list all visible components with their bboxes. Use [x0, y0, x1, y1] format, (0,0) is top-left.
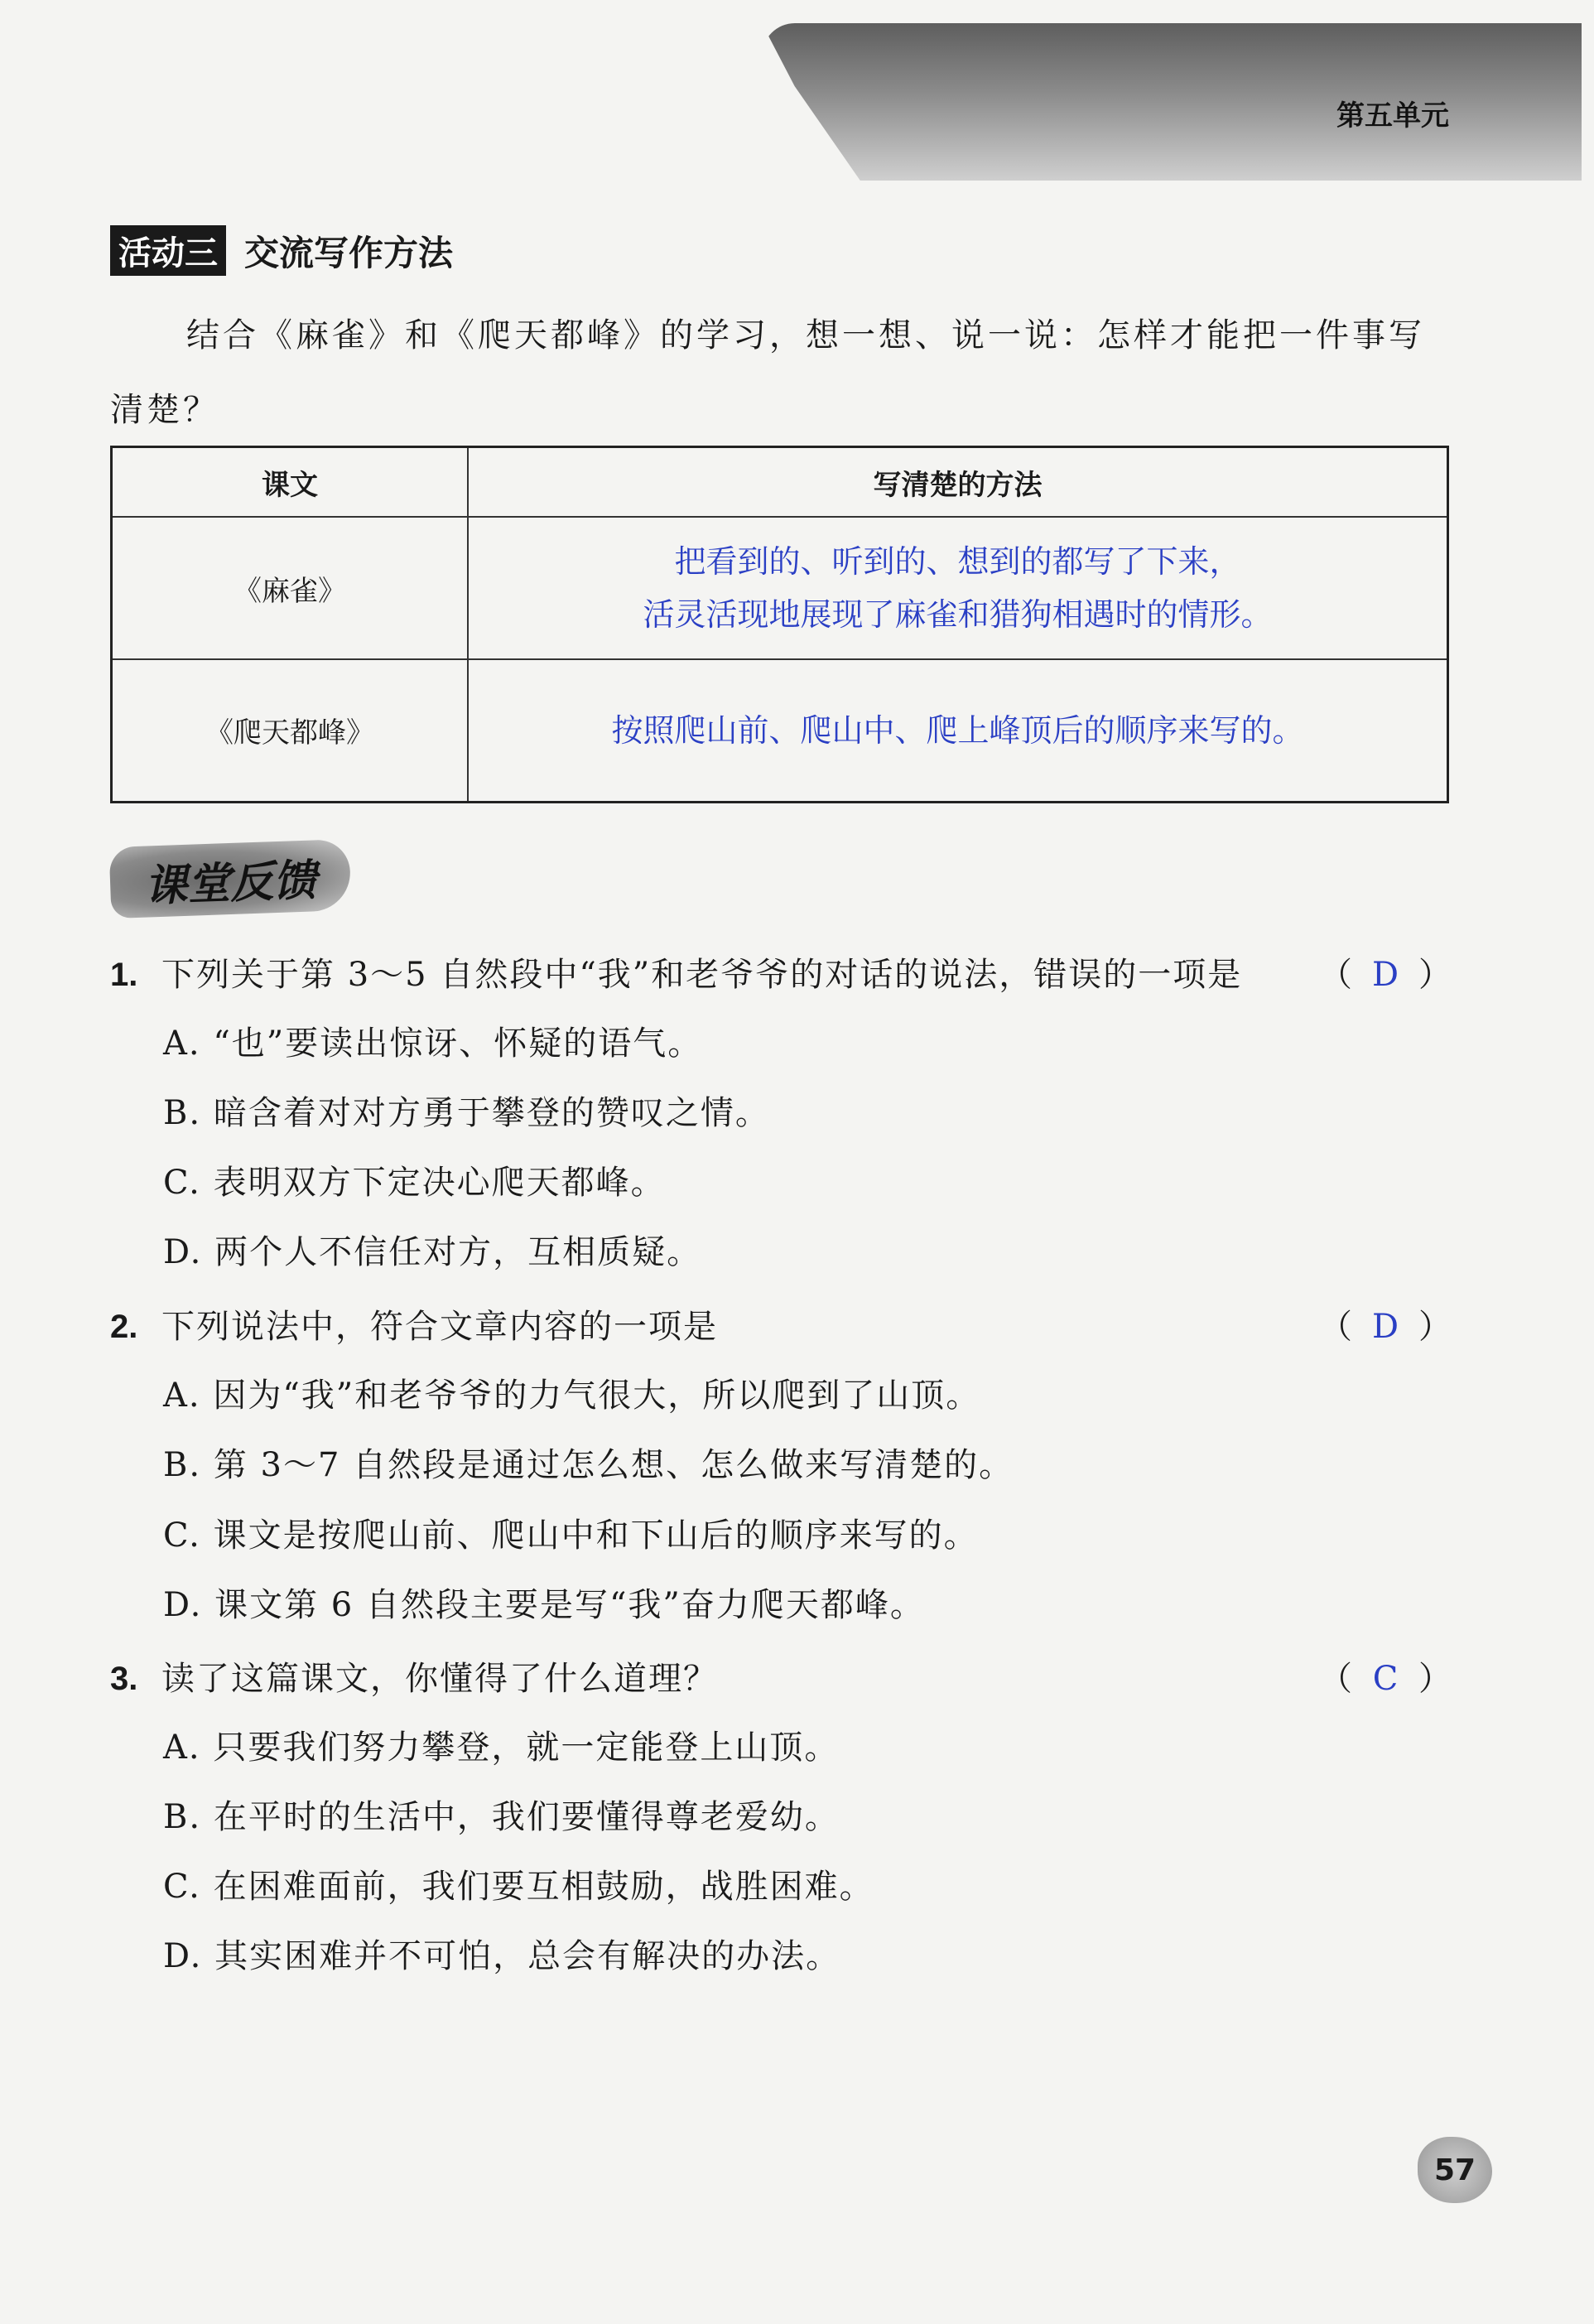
paren-close: ） [1418, 1308, 1452, 1346]
option: C. 表明双方下定决心爬天都峰。 [163, 1164, 666, 1202]
option: C. 在困难面前，我们要互相鼓励，战胜困难。 [163, 1868, 874, 1906]
paren-open: （ [1319, 1660, 1352, 1698]
paren-close: ） [1418, 956, 1452, 994]
question-number: 1. [110, 957, 138, 993]
answer-value: D [1371, 1308, 1399, 1346]
question-number: 2. [110, 1309, 138, 1345]
method-line: 活灵活现地展现了麻雀和猎狗相遇时的情形。 [643, 596, 1273, 633]
table-header-row [112, 447, 1448, 518]
section-badge [109, 839, 352, 919]
activity-heading [110, 225, 453, 276]
question-stem: 下列说法中，符合文章内容的一项是 [161, 1308, 718, 1346]
table-cell-text: 《麻雀》 [112, 517, 469, 659]
paren-open: （ [1319, 1308, 1352, 1346]
table-cell-text: 《爬天都峰》 [112, 659, 469, 802]
question-number: 3. [110, 1661, 138, 1697]
section-title: 课堂反馈 [143, 855, 318, 912]
question-3 [110, 1652, 1452, 1700]
method-line: 把看到的、听到的、想到的都写了下来， [674, 543, 1241, 580]
answer-blank [1319, 948, 1452, 996]
question-2 [110, 1300, 1452, 1348]
methods-table [110, 446, 1449, 803]
table-cell-method [468, 659, 1448, 802]
question-stem: 下列关于第 3～5 自然段中“我”和老爷爷的对话的说法，错误的一项是 [161, 956, 1243, 994]
table-header-text: 课文 [112, 447, 469, 518]
option: A. “也”要读出惊讶、怀疑的语气。 [163, 1025, 703, 1063]
option: B. 暗含着对对方勇于攀登的赞叹之情。 [163, 1094, 770, 1132]
answer-value: C [1372, 1660, 1399, 1698]
page-number-badge [1418, 2137, 1492, 2203]
answer-blank [1319, 1300, 1452, 1348]
activity-tag: 活动三 [110, 225, 226, 276]
paren-close: ） [1418, 1660, 1452, 1698]
question-stem: 读了这篇课文，你懂得了什么道理？ [161, 1660, 718, 1698]
header-banner [762, 23, 1582, 181]
answer-blank [1319, 1652, 1452, 1700]
table-header-method: 写清楚的方法 [468, 447, 1448, 518]
option: D. 课文第 6 自然段主要是写“我”奋力爬天都峰。 [163, 1586, 925, 1624]
paren-open: （ [1319, 956, 1352, 994]
unit-label: 第五单元 [1336, 99, 1449, 133]
table-row [112, 659, 1448, 802]
table-row [112, 517, 1448, 659]
method-line: 按照爬山前、爬山中、爬上峰顶后的顺序来写的。 [611, 711, 1304, 749]
option: B. 在平时的生活中，我们要懂得尊老爱幼。 [163, 1798, 840, 1836]
option: B. 第 3～7 自然段是通过怎么想、怎么做来写清楚的。 [163, 1446, 1014, 1484]
option: A. 只要我们努力攀登，就一定能登上山顶。 [163, 1729, 840, 1767]
option: A. 因为“我”和老爷爷的力气很大，所以爬到了山顶。 [163, 1377, 981, 1415]
option: D. 其实困难并不可怕，总会有解决的办法。 [163, 1937, 841, 1975]
option: C. 课文是按爬山前、爬山中和下山后的顺序来写的。 [163, 1516, 979, 1555]
question-1 [110, 948, 1452, 996]
activity-prompt: 结合《麻雀》和《爬天都峰》的学习，想一想、说一说：怎样才能把一件事写清楚？ [110, 316, 1425, 429]
option: D. 两个人不信任对方，互相质疑。 [163, 1233, 702, 1271]
activity-title: 交流写作方法 [244, 232, 454, 273]
page-number: 57 [1433, 2153, 1476, 2187]
answer-value: D [1371, 956, 1399, 994]
table-cell-method [468, 517, 1448, 659]
